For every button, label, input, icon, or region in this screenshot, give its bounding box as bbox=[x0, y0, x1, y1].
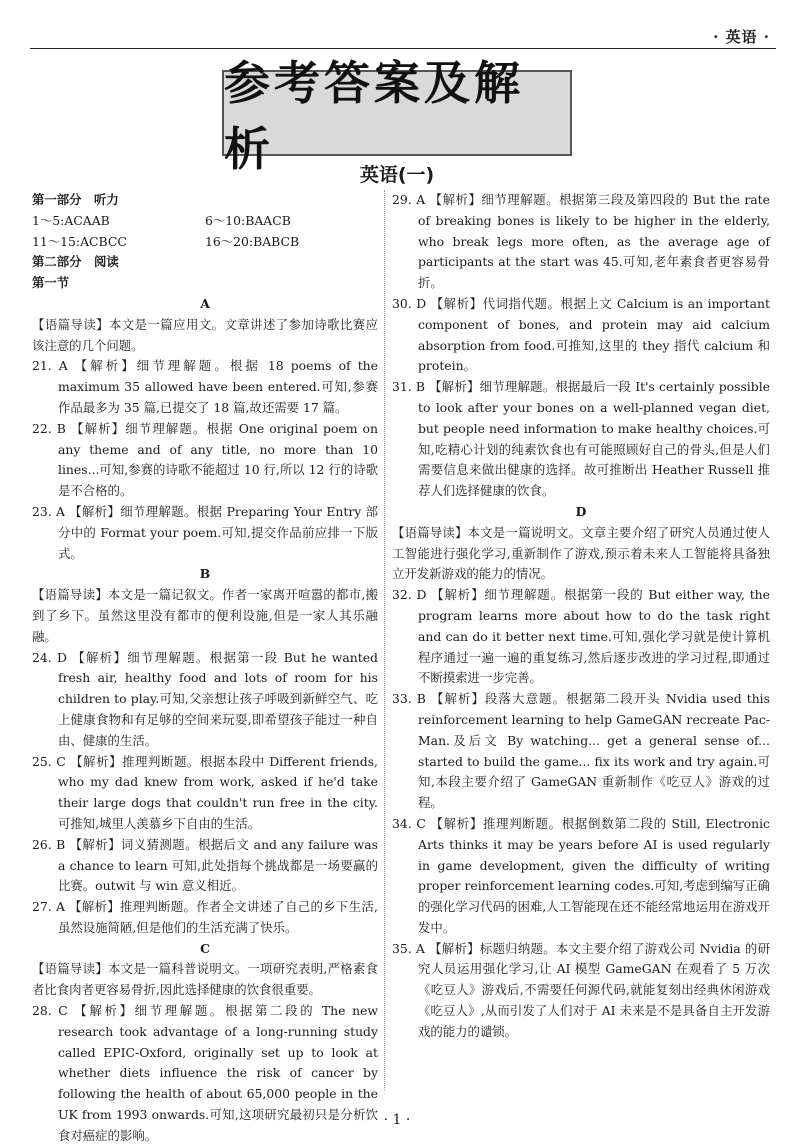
answer-cell: 11～15:ACBCC bbox=[32, 233, 127, 249]
answer-21: 21. A 【解析】细节理解题。根据 18 poems of the maximum 35 allowed have been entered.可知,参赛作品最多为 35 篇,已提交了 18 篇,故还需要 17 篇。 bbox=[32, 358, 378, 415]
part1-heading: 第一部分 听力 bbox=[32, 192, 119, 207]
answer-27: 27. A 【解析】推理判断题。作者全文讲述了自己的乡下生活,虽然设施简陋,但是他们的生活充满了快乐。 bbox=[32, 899, 378, 935]
column-divider bbox=[384, 190, 385, 1090]
passage-b-label: B bbox=[199, 566, 211, 582]
right-column bbox=[392, 190, 770, 1043]
answer-29: 29. A 【解析】细节理解题。根据第三段及第四段的 But the rate of breaking bones is likely to be higher in the elderly, who break legs more often, as the average age of participants at the start was 45.可知,老年素食者更容易骨折。 bbox=[392, 192, 770, 291]
part2-heading: 第二部分 阅读 bbox=[32, 254, 119, 270]
answer-26: 26. B 【解析】词义猜测题。根据后文 and any failure was a chance to learn 可知,此处指每个挑战都是一场要赢的比赛。outwit 与 win 意义相近。 bbox=[32, 836, 378, 894]
answer-row-1 bbox=[32, 211, 378, 232]
answer-30: 30. D 【解析】代词指代题。根据上文 Calcium is an important component of bones, and protein may aid calcium absorption from food.可推知,这里的 they 指代 calcium 和 protein。 bbox=[392, 295, 770, 374]
answer-25: 25. C 【解析】推理判断题。根据本段中 Different friends, who my dad knew from work, asked if he'd take their large dogs that couldn't run free in the city.可推知,城里人羡慕乡下自由的生活。 bbox=[32, 753, 378, 831]
answer-32: 32. D 【解析】细节理解题。根据第一段的 But either way, the program learns more about how to do the task right and can do it better next time.可知,强化学习就是使计算机程序通过一遍一遍的重复练习,然后逐步改进的学习过程,即通过不断摸索进一步完善。 bbox=[392, 587, 770, 686]
subject-tag: · 英语 · bbox=[713, 28, 770, 46]
answer-22: 22. B 【解析】细节理解题。根据 One original poem on any theme and of any title, no more than 10 lines...可知,参赛的诗歌不能超过 10 行,所以 12 行的诗歌是不合格的。 bbox=[32, 420, 378, 499]
answer-24: 24. D 【解析】细节理解题。根据第一段 But he wanted fresh air, healthy food and lots of room for his children to play.可知,父亲想让孩子呼吸到新鲜空气、吃上健康食物和有足够的空间来玩耍,即希望孩子能过一种自由、健康的生活。 bbox=[32, 649, 378, 748]
left-column bbox=[32, 190, 378, 1147]
answer-cell: 6～10:BAACB bbox=[205, 212, 291, 228]
set-title: 英语(一) bbox=[359, 164, 435, 186]
answer-35: 35. A 【解析】标题归纳题。本文主要介绍了游戏公司 Nvidia 的研究人员运用强化学习,让 AI 模型 GameGAN 在观看了 5 万次《吃豆人》游戏后,不需要任何源代码,就能复刻出经典休闲游戏《吃豆人》,从而引发了人们对于 AI 未来是不是具备自主开发游戏的能力的谴锁。 bbox=[392, 940, 770, 1039]
answer-row-2 bbox=[32, 232, 378, 253]
answer-28: 28. C 【解析】细节理解题。根据第二段的 The new research took advantage of a long-running study called EPIC-Oxford, originally set up to look at whether diets influence the risk of cancer by following the health of about 65,000 people in the UK from 1993 onwards.可知,这项研究最初只是分析饮食对癌症的影响。 bbox=[32, 1003, 378, 1143]
section1-heading: 第一节 bbox=[32, 275, 70, 291]
guide-d: 【语篇导读】本文是一篇说明文。文章主要介绍了研究人员通过使人工智能进行强化学习,重新制作了游戏,预示着未来人工智能将具备独立开发新游戏的能力的情况。 bbox=[392, 524, 770, 582]
banner-text: 参考答案及解析 bbox=[224, 56, 524, 176]
guide-a: 【语篇导读】本文是一篇应用文。文章讲述了参加诗歌比赛应该注意的几个问题。 bbox=[32, 316, 378, 353]
answer-cell: 16～20:BABCB bbox=[205, 233, 300, 249]
passage-c-label: C bbox=[200, 940, 210, 956]
answer-23: 23. A 【解析】细节理解题。根据 Preparing Your Entry 部分中的 Format your poem.可知,提交作品前应排一下版式。 bbox=[32, 503, 378, 561]
passage-d-label: D bbox=[575, 503, 587, 519]
answer-31: 31. B 【解析】细节理解题。根据最后一段 It's certainly possible to look after your bones on a well-planned vegan diet, but people need information to make healthy choices.可知,吃精心计划的纯素饮食也有可能照顾好自己的骨头,但是人们需要信息来做出健康的选择。故可推断出 Heather Russell 推荐人们选择健康的饮食。 bbox=[392, 379, 770, 499]
answer-33: 33. B 【解析】段落大意题。根据第二段开头 Nvidia used this reinforcement learning to help GameGAN recreate Pac-Man.及后文 By watching... get a general sense of... started to build the game... fix its work and try again.可知,本段主要介绍了 GameGAN 重新制作《吃豆人》游戏的过程。 bbox=[392, 691, 770, 811]
guide-b: 【语篇导读】本文是一篇记叙文。作者一家离开喧嚣的都市,搬到了乡下。虽然这里没有都市的便利设施,但是一家人其乐融融。 bbox=[32, 587, 378, 644]
guide-c: 【语篇导读】本文是一篇科普说明文。一项研究表明,严格素食者比食肉者更容易骨折,因此选择健康的饮食很重要。 bbox=[32, 961, 378, 998]
answer-cell: 1～5:ACAAB bbox=[32, 212, 110, 228]
passage-a-label: A bbox=[200, 295, 210, 311]
answer-34: 34. C 【解析】推理判断题。根据倒数第二段的 Still, Electronic Arts thinks it may be years before AI is used regularly in game development, given the difficulty of writing proper reinforcement learning codes.可知,考虑到编写正确的强化学习代码的困难,人工智能现在还不能经常地运用在游戏开发中。 bbox=[392, 815, 770, 935]
page-number: · 1 · bbox=[383, 1112, 411, 1128]
